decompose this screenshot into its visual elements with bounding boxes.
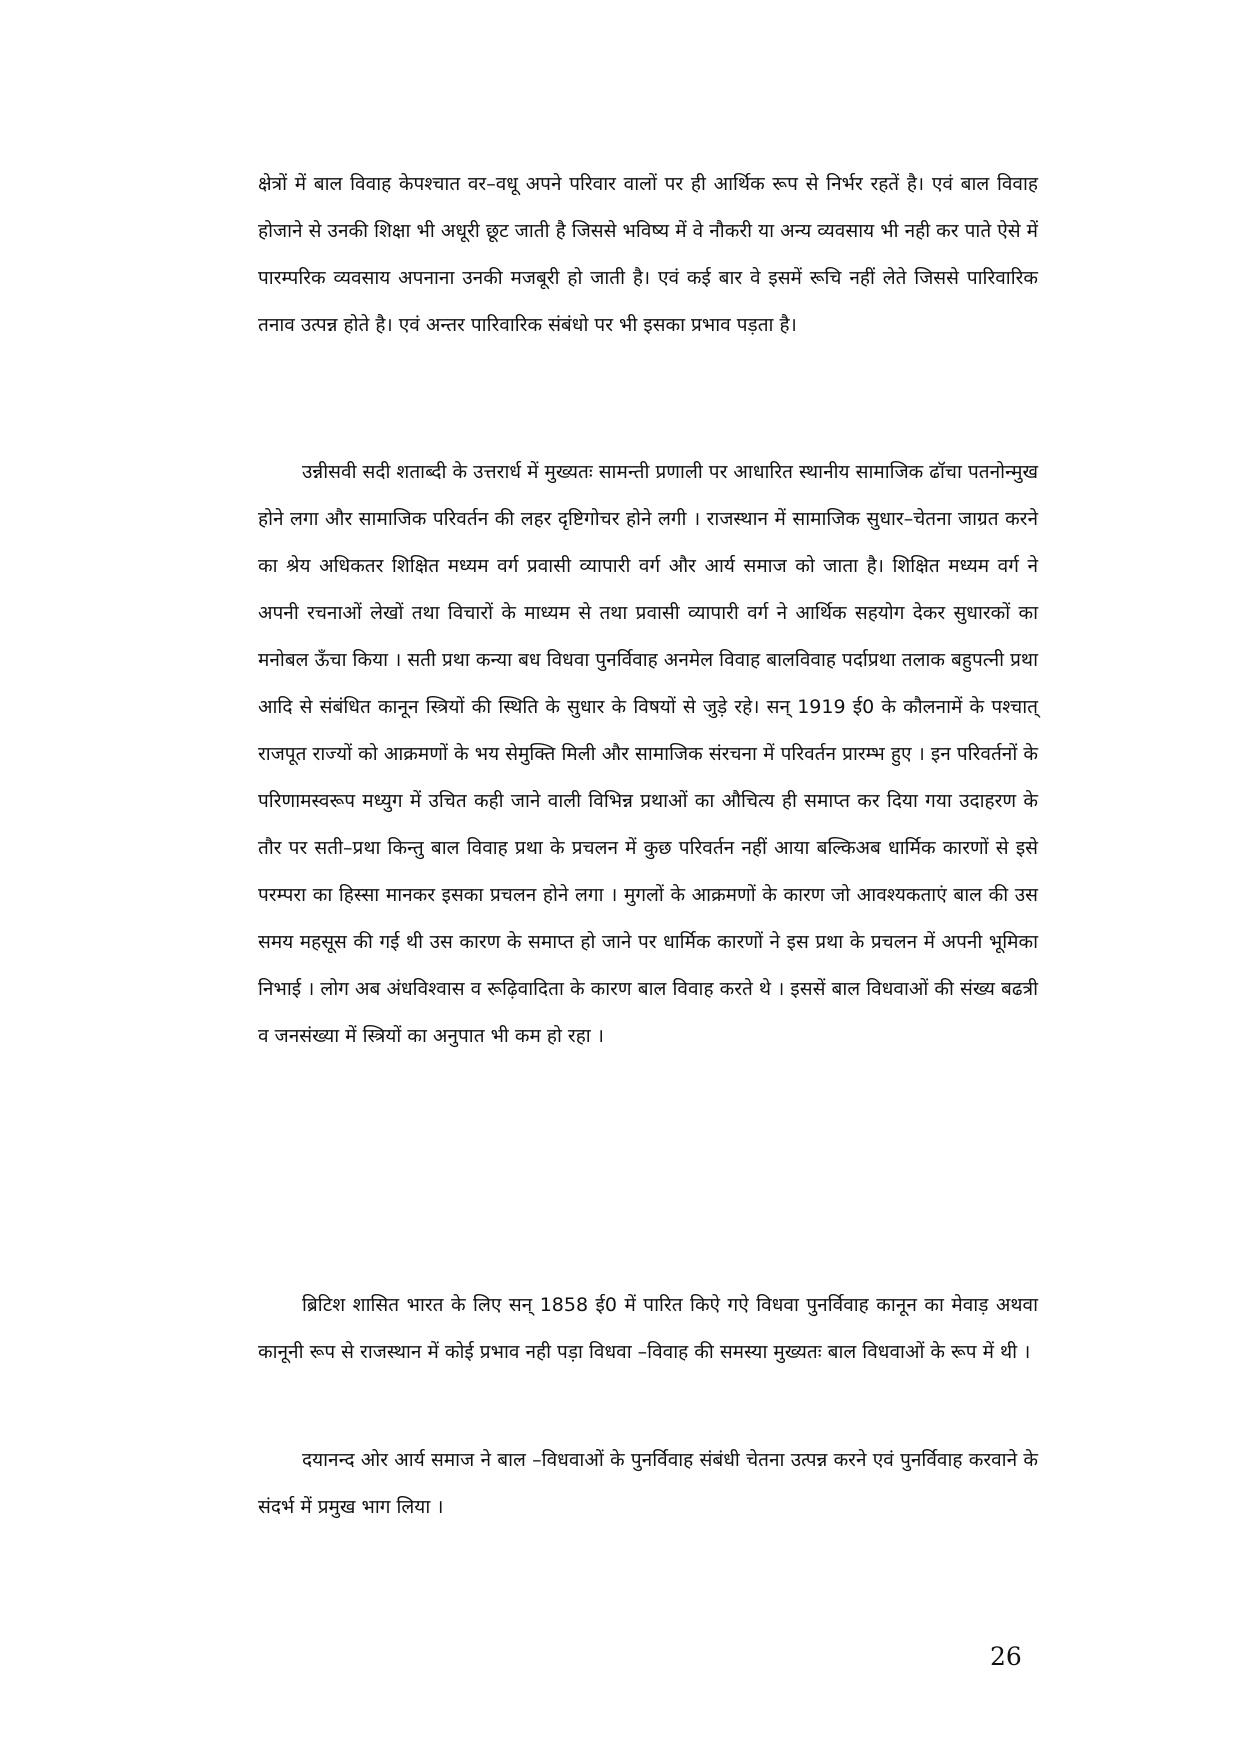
paragraph-3: ब्रिटिश शासित भारत के लिए सन् 1858 ई0 में पारित किऐ गऐ विधवा पुनर्विवाह कानून का मेवाड़ अथवा कानूनी रूप से राजस्थान में कोई प्रभाव नही पड़ा विधवा –विवाह की समस्या मुख्यतः बाल विधवाओं के रूप में थी ।	[258, 1294, 1038, 1363]
paragraph-4: दयानन्द ओर आर्य समाज ने बाल –विधवाओं के पुनर्विवाह संबंधी चेतना उत्पन्न करने एवं पुनर्विवाह करवाने के संदर्भ में प्रमुख भाग लिया ।	[258, 1449, 1038, 1518]
page-number: 26	[990, 1642, 1022, 1671]
paragraph-2: उन्नीसवी सदी शताब्दी के उत्तरार्ध में मुख्यतः सामन्ती प्रणाली पर आधारित स्थानीय सामाजिक ढॉचा पतनोन्मुख होने लगा और सामाजिक परिवर्तन की लहर दृष्टिगोचर होने लगी । राजस्थान में सामाजिक सुधार–चेतना जाग्रत करने का श्रेय अधिकतर शिक्षित मध्यम वर्ग प्रवासी व्यापारी वर्ग और आर्य समाज को जाता है। शिक्षित मध्यम वर्ग ने अपनी रचनाओं लेखों तथा विचारों के माध्यम से तथा प्रवासी व्यापारी वर्ग ने आर्थिक सहयोग देकर सुधारकों का मनोबल ऊँचा किया । सती प्रथा कन्या बध विधवा पुनर्विवाह अनमेल विवाह बालविवाह पर्दाप्रथा तलाक बहुपत्नी प्रथा आदि से संबंधित कानून स्त्रियों की स्थिति के सुधार के विषयों से जुड़े रहे। सन् 1919 ई0 के कौलनामें के पश्चात् राजपूत राज्यों को आक्रमणों के भय सेमुक्ति मिली और सामाजिक संरचना में परिवर्तन प्रारम्भ हुए । इन परिवर्तनों के परिणामस्वरूप मध्युग में उचित कही जाने वाली विभिन्न प्रथाओं का औचित्य ही समाप्त कर दिया गया उदाहरण के तौर पर सती–प्रथा किन्तु बाल विवाह प्रथा के प्रचलन में कुछ परिवर्तन नहीं आया बल्किअब धार्मिक कारणों से इसे परम्परा का हिस्सा मानकर इसका प्रचलन होने लगा । मुगलों के आक्रमणों के कारण जो आवश्यकताएं बाल की उस समय महसूस की गई थी उस कारण के समाप्त हो जाने पर धार्मिक कारणों ने इस प्रथा के प्रचलन में अपनी भूमिका निभाई । लोग अब अंधविश्वास व रूढ़िवादिता के कारण बाल विवाह करते थे । इससें बाल विधवाओं की संख्य बढत्री व जनसंख्या में स्त्रियों का अनुपात भी कम हो रहा ।	[258, 461, 1038, 1047]
paragraph-1: क्षेत्रों में बाल विवाह केपश्चात वर–वधू अपने परिवार वालों पर ही आर्थिक रूप से निर्भर रहतें है। एवं बाल विवाह होजाने से उनकी शिक्षा भी अधूरी छूट जाती है जिससे भविष्य में वे नौकरी या अन्य व्यवसाय भी नही कर पाते ऐसे में पारम्परिक व्यवसाय अपनाना उनकी मजबूरी हो जाती है। एवं कई बार वे इसमें रूचि नहीं लेते जिससे पारिवारिक तनाव उत्पन्न होते है। एवं अन्तर पारिवारिक संबंधो पर भी इसका प्रभाव पड़ता है।	[258, 173, 1038, 336]
